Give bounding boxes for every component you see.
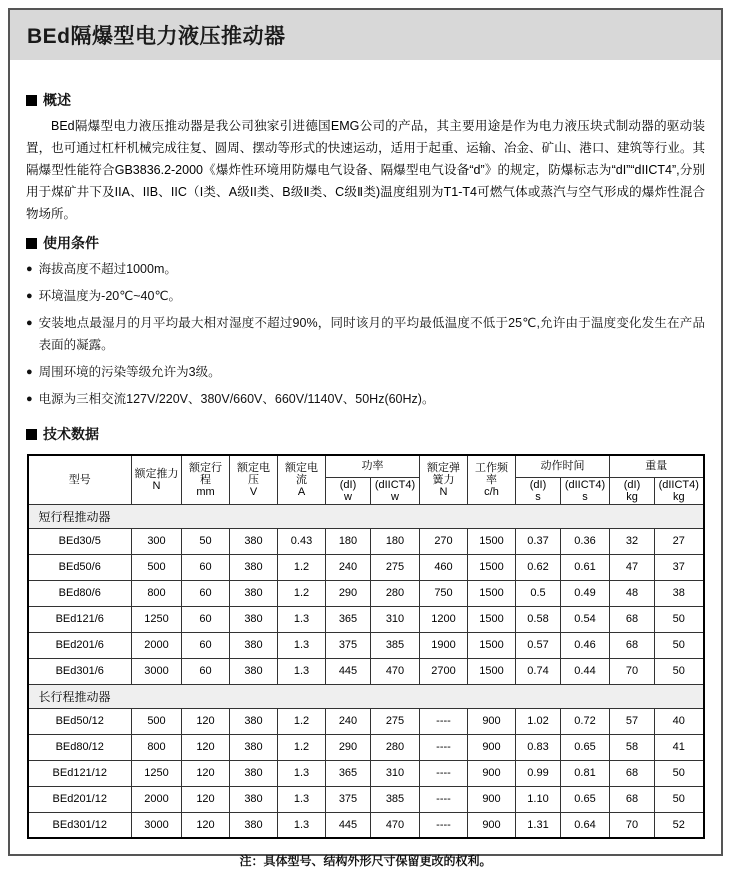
col-label: 额定电流 bbox=[285, 461, 318, 486]
value-cell: 68 bbox=[610, 786, 655, 812]
col-unit: A bbox=[297, 485, 306, 498]
value-cell: 180 bbox=[371, 528, 420, 554]
value-cell: 60 bbox=[182, 606, 230, 632]
value-cell: 380 bbox=[230, 528, 278, 554]
value-cell: 1500 bbox=[468, 554, 516, 580]
value-cell: 1500 bbox=[468, 528, 516, 554]
value-cell: 290 bbox=[326, 734, 371, 760]
value-cell: 380 bbox=[230, 580, 278, 606]
value-cell: 1.10 bbox=[516, 786, 561, 812]
value-cell: 120 bbox=[182, 812, 230, 838]
value-cell: 0.61 bbox=[561, 554, 610, 580]
section-marker-icon bbox=[26, 429, 37, 440]
col-label: 额定推力 bbox=[134, 467, 179, 480]
condition-text: 电源为三相交流127V/220V、380V/660V、660V/1140V、50Hz(60Hz)。 bbox=[38, 392, 435, 406]
condition-text: 海拔高度不超过1000m。 bbox=[38, 262, 177, 276]
value-cell: 380 bbox=[230, 606, 278, 632]
value-cell: 900 bbox=[468, 734, 516, 760]
subcol-time-di bbox=[516, 477, 561, 504]
value-cell: 300 bbox=[132, 528, 182, 554]
value-cell: 500 bbox=[132, 708, 182, 734]
list-item bbox=[26, 285, 705, 307]
value-cell: 40 bbox=[655, 708, 704, 734]
title-bar bbox=[10, 10, 721, 60]
value-cell: 1250 bbox=[132, 606, 182, 632]
col-header-voltage bbox=[230, 455, 278, 504]
value-cell: 380 bbox=[230, 658, 278, 684]
value-cell: 385 bbox=[371, 786, 420, 812]
conditions-list bbox=[26, 258, 705, 410]
model-cell: BEd50/6 bbox=[28, 554, 132, 580]
col-label: 工作频率 bbox=[475, 461, 508, 486]
technical-heading bbox=[26, 424, 705, 444]
value-cell: 120 bbox=[182, 708, 230, 734]
table-header bbox=[28, 455, 704, 504]
value-cell: 460 bbox=[420, 554, 468, 580]
subcol-weight-diict4 bbox=[655, 477, 704, 504]
value-cell: 500 bbox=[132, 554, 182, 580]
col-header-current bbox=[278, 455, 326, 504]
col-unit: s bbox=[582, 490, 588, 503]
value-cell: 0.65 bbox=[561, 786, 610, 812]
value-cell: 900 bbox=[468, 708, 516, 734]
value-cell: 120 bbox=[182, 734, 230, 760]
value-cell: 1250 bbox=[132, 760, 182, 786]
col-label: (dI) bbox=[529, 478, 547, 491]
value-cell: 2000 bbox=[132, 786, 182, 812]
table-row bbox=[28, 658, 704, 684]
table-row bbox=[28, 554, 704, 580]
table-section-title: 长行程推动器 bbox=[28, 684, 704, 708]
list-item bbox=[26, 361, 705, 383]
table-row bbox=[28, 734, 704, 760]
model-cell: BEd80/6 bbox=[28, 580, 132, 606]
subcol-time-diict4 bbox=[561, 477, 610, 504]
value-cell: 365 bbox=[326, 606, 371, 632]
value-cell: 120 bbox=[182, 760, 230, 786]
table-row bbox=[28, 812, 704, 838]
model-cell: BEd121/6 bbox=[28, 606, 132, 632]
model-cell: BEd30/5 bbox=[28, 528, 132, 554]
value-cell: 290 bbox=[326, 580, 371, 606]
value-cell: 1.02 bbox=[516, 708, 561, 734]
value-cell: ---- bbox=[420, 812, 468, 838]
model-cell: BEd301/6 bbox=[28, 658, 132, 684]
value-cell: 50 bbox=[655, 786, 704, 812]
value-cell: 50 bbox=[655, 760, 704, 786]
value-cell: 280 bbox=[371, 580, 420, 606]
value-cell: 27 bbox=[655, 528, 704, 554]
col-unit: kg bbox=[626, 490, 638, 503]
value-cell: 0.74 bbox=[516, 658, 561, 684]
value-cell: 900 bbox=[468, 786, 516, 812]
value-cell: 1.2 bbox=[278, 734, 326, 760]
col-label: (dIICT4) bbox=[564, 478, 606, 491]
model-cell: BEd50/12 bbox=[28, 708, 132, 734]
value-cell: 1500 bbox=[468, 580, 516, 606]
value-cell: 380 bbox=[230, 760, 278, 786]
value-cell: 750 bbox=[420, 580, 468, 606]
value-cell: 1.3 bbox=[278, 812, 326, 838]
value-cell: 0.36 bbox=[561, 528, 610, 554]
value-cell: 50 bbox=[655, 632, 704, 658]
value-cell: 1500 bbox=[468, 606, 516, 632]
value-cell: 310 bbox=[371, 760, 420, 786]
value-cell: 1500 bbox=[468, 632, 516, 658]
value-cell: 0.64 bbox=[561, 812, 610, 838]
col-label: (dIICT4) bbox=[374, 478, 416, 491]
col-label: (dIICT4) bbox=[658, 478, 699, 491]
value-cell: ---- bbox=[420, 734, 468, 760]
overview-heading bbox=[26, 90, 705, 110]
value-cell: 380 bbox=[230, 786, 278, 812]
value-cell: 0.5 bbox=[516, 580, 561, 606]
value-cell: 470 bbox=[371, 658, 420, 684]
conditions-heading bbox=[26, 233, 705, 253]
value-cell: 60 bbox=[182, 658, 230, 684]
bullet-icon: ● bbox=[26, 263, 33, 275]
value-cell: 1.2 bbox=[278, 554, 326, 580]
value-cell: 50 bbox=[182, 528, 230, 554]
col-header-action-time: 动作时间 bbox=[516, 455, 610, 477]
value-cell: 0.65 bbox=[561, 734, 610, 760]
value-cell: 380 bbox=[230, 554, 278, 580]
value-cell: 375 bbox=[326, 632, 371, 658]
value-cell: 0.72 bbox=[561, 708, 610, 734]
list-item bbox=[26, 312, 705, 356]
condition-text: 安装地点最湿月的月平均最大相对湿度不超过90%，同时该月的平均最低温度不低于25℃,允许由于温度变化发生在产品表面的凝露。 bbox=[38, 316, 705, 352]
value-cell: 0.44 bbox=[561, 658, 610, 684]
value-cell: 800 bbox=[132, 734, 182, 760]
value-cell: 1.3 bbox=[278, 632, 326, 658]
section-marker-icon bbox=[26, 238, 37, 249]
table-row bbox=[28, 580, 704, 606]
value-cell: 60 bbox=[182, 580, 230, 606]
value-cell: 0.62 bbox=[516, 554, 561, 580]
table-section-row bbox=[28, 684, 704, 708]
col-label: 额定弹簧力 bbox=[427, 461, 460, 486]
overview-paragraph: BEd隔爆型电力液压推动器是我公司独家引进德国EMG公司的产品，其主要用途是作为电力液压块式制动器的驱动装置，也可通过杠杆机械完成往复、圆周、摆动等形式的快速运动，适用于起重、运输、冶金、矿山、港口、建筑等行业。其隔爆型性能符合GB3836.2-2000《爆炸性环境用防爆电气设备、隔爆型电气设备“d”》的规定，防爆标志为“dI”“dIICT4”,分别用于煤矿井下及IIA、IIB、IIC（I类、A级II类、B级Ⅱ类、C级Ⅱ类)温度组别为T1-T4可燃气体或蒸汽与空气形成的爆炸性混合物场所。 bbox=[26, 119, 705, 221]
value-cell: 2700 bbox=[420, 658, 468, 684]
value-cell: 52 bbox=[655, 812, 704, 838]
value-cell: 900 bbox=[468, 812, 516, 838]
value-cell: 3000 bbox=[132, 812, 182, 838]
col-unit: V bbox=[249, 485, 258, 498]
value-cell: 1900 bbox=[420, 632, 468, 658]
value-cell: 68 bbox=[610, 606, 655, 632]
value-cell: 0.58 bbox=[516, 606, 561, 632]
datasheet-page bbox=[8, 8, 723, 868]
value-cell: 47 bbox=[610, 554, 655, 580]
value-cell: 70 bbox=[610, 812, 655, 838]
value-cell: 275 bbox=[371, 708, 420, 734]
value-cell: 68 bbox=[610, 632, 655, 658]
list-item bbox=[26, 258, 705, 280]
col-unit: N bbox=[152, 479, 161, 492]
value-cell: ---- bbox=[420, 760, 468, 786]
overview-heading-label: 概述 bbox=[43, 92, 71, 108]
value-cell: 58 bbox=[610, 734, 655, 760]
col-unit: kg bbox=[672, 490, 685, 503]
value-cell: 365 bbox=[326, 760, 371, 786]
col-unit: N bbox=[439, 485, 448, 498]
value-cell: 270 bbox=[420, 528, 468, 554]
table-row bbox=[28, 760, 704, 786]
col-label: 额定行程 bbox=[189, 461, 222, 486]
table-row bbox=[28, 528, 704, 554]
value-cell: 0.57 bbox=[516, 632, 561, 658]
value-cell: 0.37 bbox=[516, 528, 561, 554]
technical-data-table bbox=[27, 454, 705, 839]
value-cell: 380 bbox=[230, 632, 278, 658]
value-cell: 380 bbox=[230, 734, 278, 760]
value-cell: 1.2 bbox=[278, 708, 326, 734]
value-cell: 120 bbox=[182, 786, 230, 812]
value-cell: 0.81 bbox=[561, 760, 610, 786]
bullet-icon: ● bbox=[26, 317, 33, 329]
value-cell: 2000 bbox=[132, 632, 182, 658]
col-header-stroke bbox=[182, 455, 230, 504]
value-cell: 38 bbox=[655, 580, 704, 606]
col-header-frequency bbox=[468, 455, 516, 504]
value-cell: 37 bbox=[655, 554, 704, 580]
value-cell: 900 bbox=[468, 760, 516, 786]
value-cell: 180 bbox=[326, 528, 371, 554]
table-body bbox=[28, 504, 704, 838]
value-cell: 1200 bbox=[420, 606, 468, 632]
value-cell: 1.2 bbox=[278, 580, 326, 606]
value-cell: ---- bbox=[420, 708, 468, 734]
value-cell: 1.3 bbox=[278, 760, 326, 786]
condition-text: 环境温度为-20℃~40℃。 bbox=[38, 289, 182, 303]
col-unit: c/h bbox=[484, 485, 499, 498]
value-cell: 1500 bbox=[468, 658, 516, 684]
table-section-row bbox=[28, 504, 704, 528]
bullet-icon: ● bbox=[26, 366, 33, 378]
value-cell: 0.43 bbox=[278, 528, 326, 554]
col-label: (dI) bbox=[623, 478, 641, 491]
table-row bbox=[28, 632, 704, 658]
model-cell: BEd201/12 bbox=[28, 786, 132, 812]
technical-heading-label: 技术数据 bbox=[43, 426, 99, 442]
bullet-icon: ● bbox=[26, 393, 33, 405]
value-cell: 1.3 bbox=[278, 786, 326, 812]
value-cell: ---- bbox=[420, 786, 468, 812]
page-title: BEd隔爆型电力液压推动器 bbox=[27, 25, 286, 48]
table-row bbox=[28, 708, 704, 734]
value-cell: 50 bbox=[655, 606, 704, 632]
value-cell: 32 bbox=[610, 528, 655, 554]
table-row bbox=[28, 786, 704, 812]
subcol-weight-di bbox=[610, 477, 655, 504]
value-cell: 385 bbox=[371, 632, 420, 658]
list-item bbox=[26, 388, 705, 410]
value-cell: 41 bbox=[655, 734, 704, 760]
table-row bbox=[28, 606, 704, 632]
value-cell: 70 bbox=[610, 658, 655, 684]
col-unit: w bbox=[391, 490, 399, 503]
value-cell: 380 bbox=[230, 708, 278, 734]
col-header-weight: 重量 bbox=[610, 455, 704, 477]
col-label: 额定电压 bbox=[237, 461, 270, 486]
col-unit: s bbox=[535, 490, 541, 503]
section-marker-icon bbox=[26, 95, 37, 106]
value-cell: 60 bbox=[182, 554, 230, 580]
value-cell: 0.99 bbox=[516, 760, 561, 786]
col-header-model: 型号 bbox=[28, 455, 132, 504]
table-note: 注：具体型号、结构外形尺寸保留更改的权利。 bbox=[239, 854, 492, 868]
bullet-icon: ● bbox=[26, 290, 33, 302]
col-label: (dI) bbox=[339, 478, 357, 491]
conditions-heading-label: 使用条件 bbox=[43, 235, 99, 251]
col-header-power: 功率 bbox=[326, 455, 420, 477]
value-cell: 445 bbox=[326, 812, 371, 838]
value-cell: 57 bbox=[610, 708, 655, 734]
value-cell: 50 bbox=[655, 658, 704, 684]
value-cell: 0.46 bbox=[561, 632, 610, 658]
value-cell: 240 bbox=[326, 708, 371, 734]
page-content bbox=[10, 60, 721, 869]
value-cell: 375 bbox=[326, 786, 371, 812]
value-cell: 310 bbox=[371, 606, 420, 632]
value-cell: 380 bbox=[230, 812, 278, 838]
value-cell: 275 bbox=[371, 554, 420, 580]
value-cell: 1.3 bbox=[278, 606, 326, 632]
value-cell: 1.31 bbox=[516, 812, 561, 838]
value-cell: 0.83 bbox=[516, 734, 561, 760]
col-unit: w bbox=[344, 490, 352, 503]
value-cell: 60 bbox=[182, 632, 230, 658]
col-unit: mm bbox=[196, 485, 215, 498]
value-cell: 48 bbox=[610, 580, 655, 606]
condition-text: 周围环境的污染等级允许为3级。 bbox=[38, 365, 221, 379]
value-cell: 445 bbox=[326, 658, 371, 684]
col-header-thrust bbox=[132, 455, 182, 504]
model-cell: BEd201/6 bbox=[28, 632, 132, 658]
value-cell: 3000 bbox=[132, 658, 182, 684]
model-cell: BEd121/12 bbox=[28, 760, 132, 786]
model-cell: BEd80/12 bbox=[28, 734, 132, 760]
table-section-title: 短行程推动器 bbox=[28, 504, 704, 528]
value-cell: 0.54 bbox=[561, 606, 610, 632]
value-cell: 1.3 bbox=[278, 658, 326, 684]
value-cell: 240 bbox=[326, 554, 371, 580]
value-cell: 0.49 bbox=[561, 580, 610, 606]
subcol-power-di bbox=[326, 477, 371, 504]
value-cell: 470 bbox=[371, 812, 420, 838]
col-header-spring bbox=[420, 455, 468, 504]
value-cell: 800 bbox=[132, 580, 182, 606]
model-cell: BEd301/12 bbox=[28, 812, 132, 838]
value-cell: 280 bbox=[371, 734, 420, 760]
subcol-power-diict4 bbox=[371, 477, 420, 504]
value-cell: 68 bbox=[610, 760, 655, 786]
